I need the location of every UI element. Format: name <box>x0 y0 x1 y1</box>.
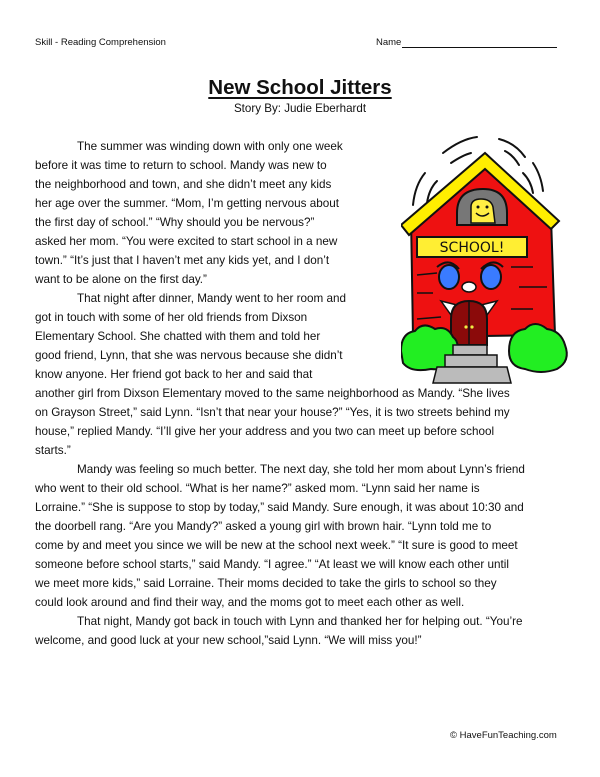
story-line: That night after dinner, Mandy went to her room and <box>77 292 346 305</box>
story-line: we meet more kids,” said Lorraine. Their moms decided to take the girls to school so they <box>35 577 497 590</box>
story-line: the doorbell rang. “Are you Mandy?” asked a young girl with brown hair. “Lynn told me to <box>35 520 492 533</box>
story-line: starts.” <box>35 444 71 457</box>
story-line: who went to their old school. “What is her name?” asked mom. “Lynn said her name is <box>35 482 480 495</box>
story-line: know anyone. Her friend got back to her and said that <box>35 368 313 381</box>
story-line: That night, Mandy got back in touch with Lynn and thanked her for helping out. “You’re <box>77 615 523 628</box>
story-line: want to be alone on the first day.” <box>35 273 207 286</box>
name-field[interactable] <box>376 37 557 48</box>
skill-label: Skill - Reading Comprehension <box>35 37 166 48</box>
story-line: Mandy was feeling so much better. The next day, she told her mom about Lynn’s friend <box>77 463 525 476</box>
story-line: the first day of school.” “Why should you be nervous?” <box>35 216 315 229</box>
story-line: house,” replied Mandy. “I’ll give her your address and you two can meet up before school <box>35 425 495 438</box>
name-blank-line[interactable] <box>402 37 557 48</box>
story-line: her age over the summer. “Mom, I’m getting nervous about <box>35 197 340 210</box>
story-line: town.” “It’s just that I haven’t met any kids yet, and I don’t <box>35 254 330 267</box>
schoolhouse-illustration <box>401 125 573 370</box>
story-line: Lorraine.” “She is suppose to stop by today,” said Mandy. Sure enough, it was about 10:30 and <box>35 501 524 514</box>
story-line: good friend, Lynn, that she was nervous because she didn’t <box>35 349 343 362</box>
story-line: the neighborhood and town, and she didn’t meet any kids <box>35 178 332 191</box>
story-line: asked her mom. “You were excited to start school in a new <box>35 235 338 248</box>
story-line: come by and meet you since we will be new at the school next week.” “It sure is good to meet <box>35 539 518 552</box>
schoolhouse-icon <box>401 125 573 387</box>
story-line: someone before school starts,” said Mandy. “I agree.” “At least we will know each other until <box>35 558 509 571</box>
story-line: another girl from Dixson Elementary moved to the same neighborhood as Mandy. “She lives <box>35 387 510 400</box>
story-line: welcome, and good luck at your new school,”said Lynn. “We will miss you!” <box>35 634 422 647</box>
name-label: Name <box>376 37 402 48</box>
story-title: New School Jitters <box>208 76 392 99</box>
svg-text:SCHOOL!: SCHOOL! <box>439 240 505 256</box>
story-line: on Grayson Street,” said Lynn. “Isn’t that near your house?” “Yes, it is two streets behind my <box>35 406 510 419</box>
story-body <box>35 137 565 650</box>
story-line: Elementary School. She chatted with them and told her <box>35 330 321 343</box>
story-byline: Story By: Judie Eberhardt <box>233 102 367 115</box>
story-line: The summer was winding down with only one week <box>77 140 343 153</box>
copyright-footer: © HaveFunTeaching.com <box>450 730 557 741</box>
story-line: could look around and find their way, and the moms got to meet each other as well. <box>35 596 465 609</box>
story-line: got in touch with some of her old friends from Dixson <box>35 311 308 324</box>
story-line: before it was time to return to school. Mandy was new to <box>35 159 327 172</box>
